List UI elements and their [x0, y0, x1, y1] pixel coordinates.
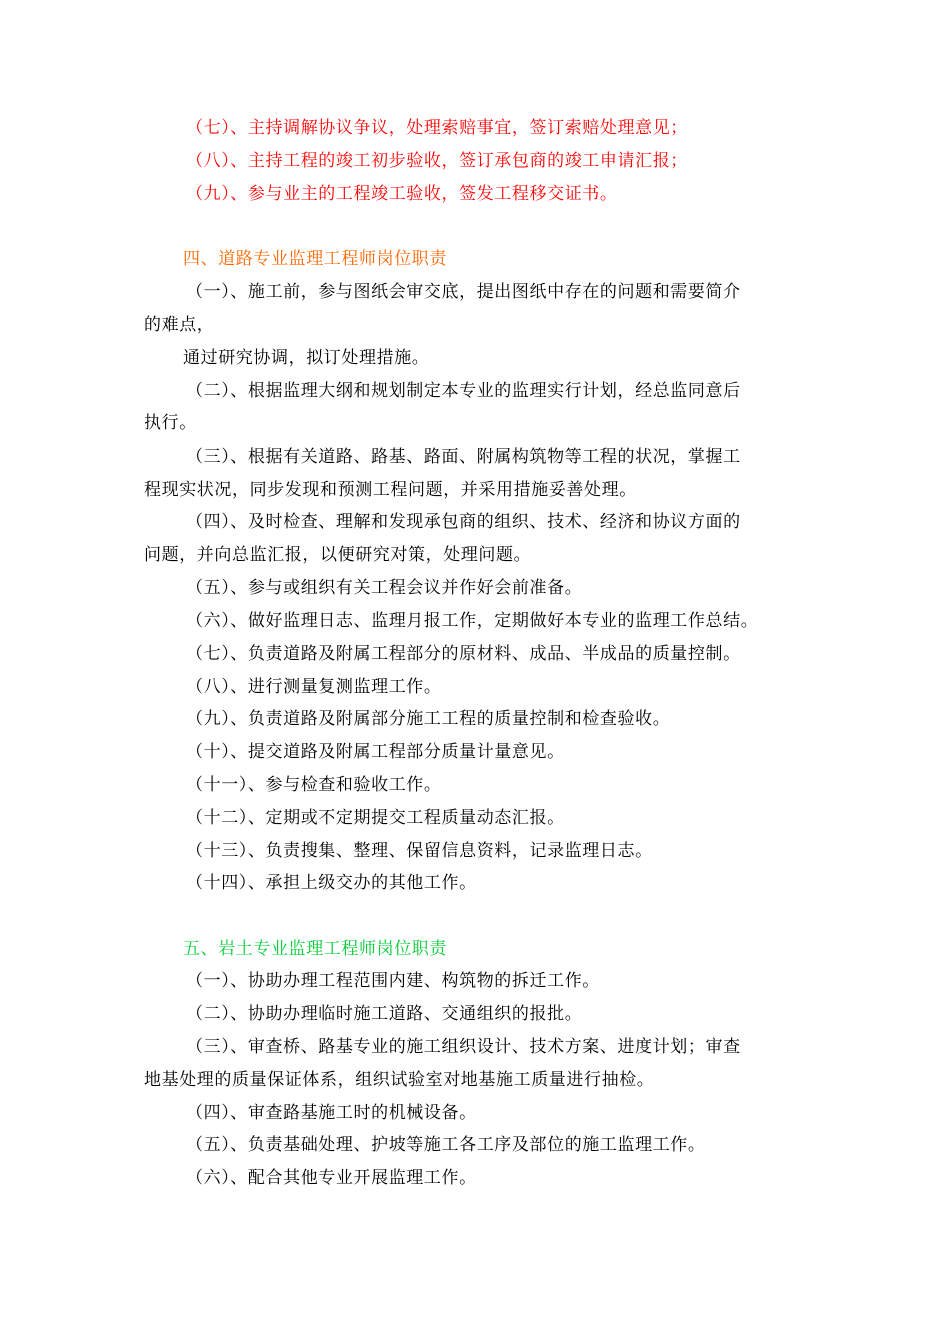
section5-line: 地基处理的质量保证体系，组织试验室对地基施工质量进行抽检。 — [144, 1070, 655, 1090]
section4-line: （六）、做好监理日志、监理月报工作，定期做好本专业的监理工作总结。 — [186, 611, 759, 631]
section4-line: （四）、及时检查、理解和发现承包商的组织、技术、经济和协议方面的 — [186, 512, 741, 532]
section4-line: 程现实状况，同步发现和预测工程问题，并采用措施妥善处理。 — [144, 480, 637, 500]
section3-item-7: （七）、主持调解协议争议，处理索赔事宜，签订索赔处理意见； — [186, 118, 688, 138]
section4-line: 问题，并向总监汇报，以便研究对策，处理问题。 — [144, 545, 532, 565]
section4-line: （八）、进行测量复测监理工作。 — [186, 677, 442, 697]
section5-heading: 五、岩土专业监理工程师岗位职责 — [183, 939, 447, 959]
section4-line: 的难点， — [144, 315, 215, 335]
section3-item-9: （九）、参与业主的工程竣工验收，签发工程移交证书。 — [186, 184, 618, 204]
section3-item-8: （八）、主持工程的竣工初步验收，签订承包商的竣工申请汇报； — [186, 151, 688, 171]
section5-line: （六）、配合其他专业开展监理工作。 — [186, 1168, 477, 1188]
section5-line: （一）、协助办理工程范围内建、构筑物的拆迁工作。 — [186, 971, 600, 991]
section4-line: （二）、根据监理大纲和规划制定本专业的监理实行计划，经总监同意后 — [186, 381, 741, 401]
section4-line: （十）、提交道路及附属工程部分质量计量意见。 — [186, 742, 565, 762]
section5-line: （五）、负责基础处理、护坡等施工各工序及部位的施工监理工作。 — [186, 1135, 706, 1155]
section4-line: （十三）、负责搜集、整理、保留信息资料，记录监理日志。 — [186, 841, 653, 861]
section5-line: （四）、审查路基施工时的机械设备。 — [186, 1103, 477, 1123]
section4-line: （十四）、承担上级交办的其他工作。 — [186, 873, 477, 893]
section4-line: （一）、施工前，参与图纸会审交底，提出图纸中存在的问题和需要简介 — [186, 282, 741, 302]
section4-line: 执行。 — [144, 413, 197, 433]
section4-line: （七）、负责道路及附属工程部分的原材料、成品、半成品的质量控制。 — [186, 644, 741, 664]
section4-line: （九）、负责道路及附属部分施工工程的质量控制和检查验收。 — [186, 709, 671, 729]
section5-line: （二）、协助办理临时施工道路、交通组织的报批。 — [186, 1004, 583, 1024]
section4-line: （十一）、参与检查和验收工作。 — [186, 775, 442, 795]
section4-line: 通过研究协调，拟订处理措施。 — [183, 348, 430, 368]
section4-line: （三）、根据有关道路、路基、路面、附属构筑物等工程的状况，掌握工 — [186, 447, 741, 467]
section5-line: （三）、审查桥、路基专业的施工组织设计、技术方案、进度计划；审查 — [186, 1037, 741, 1057]
section4-heading: 四、道路专业监理工程师岗位职责 — [183, 249, 447, 269]
section4-line: （五）、参与或组织有关工程会议并作好会前准备。 — [186, 578, 583, 598]
section4-line: （十二）、定期或不定期提交工程质量动态汇报。 — [186, 808, 565, 828]
